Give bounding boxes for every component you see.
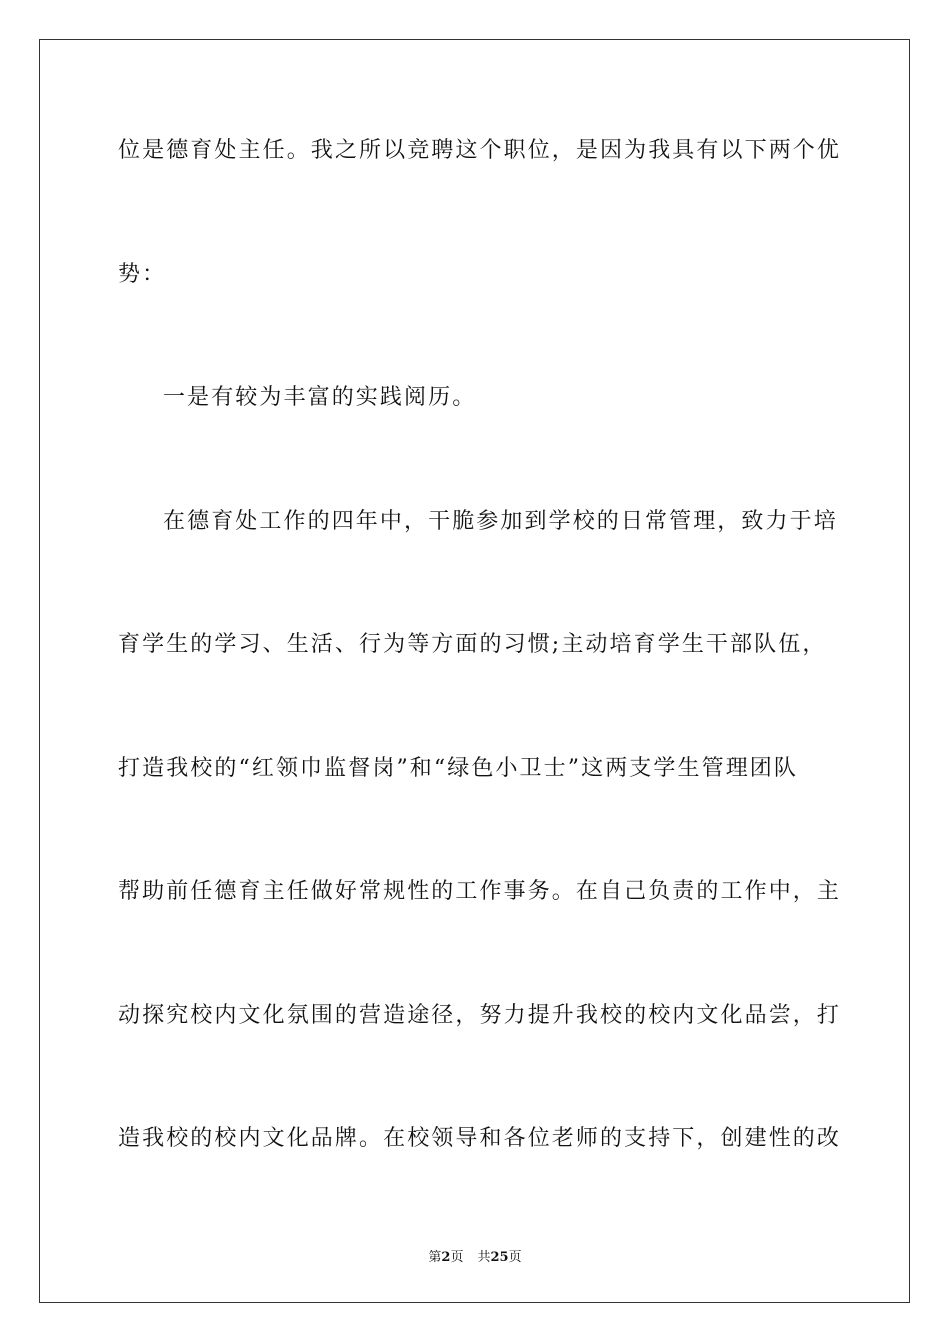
page-prefix: 第 [428, 1250, 442, 1265]
total-suffix: 页 [508, 1250, 522, 1265]
text-line-8: 动探究校内文化氛围的营造途径，努力提升我校的校内文化品尝，打 [118, 1003, 842, 1028]
text-line-2: 势： [118, 262, 167, 287]
page-number: 2 [441, 1250, 451, 1265]
total-prefix: 共 [477, 1250, 491, 1265]
page-footer [0, 1249, 950, 1267]
text-line-6: 打造我校的“红领巾监督岗”和“绿色小卫士”这两支学生管理团队 [118, 756, 798, 781]
page-suffix: 页 [450, 1250, 464, 1265]
text-line-9: 造我校的校内文化品牌。在校领导和各位老师的支持下，创建性的改 [118, 1126, 842, 1151]
text-line-5: 育学生的学习、生活、行为等方面的习惯;主动培育学生干部队伍， [118, 632, 827, 657]
total-pages: 25 [490, 1250, 509, 1265]
text-line-1: 位是德育处主任。我之所以竞聘这个职位，是因为我具有以下两个优 [118, 138, 842, 163]
text-line-7: 帮助前任德育主任做好常规性的工作事务。在自己负责的工作中，主 [118, 879, 842, 904]
page-border [39, 39, 910, 1303]
text-line-3: 一是有较为丰富的实践阅历。 [163, 385, 477, 410]
text-line-4: 在德育处工作的四年中，干脆参加到学校的日常管理，致力于培 [163, 509, 838, 534]
